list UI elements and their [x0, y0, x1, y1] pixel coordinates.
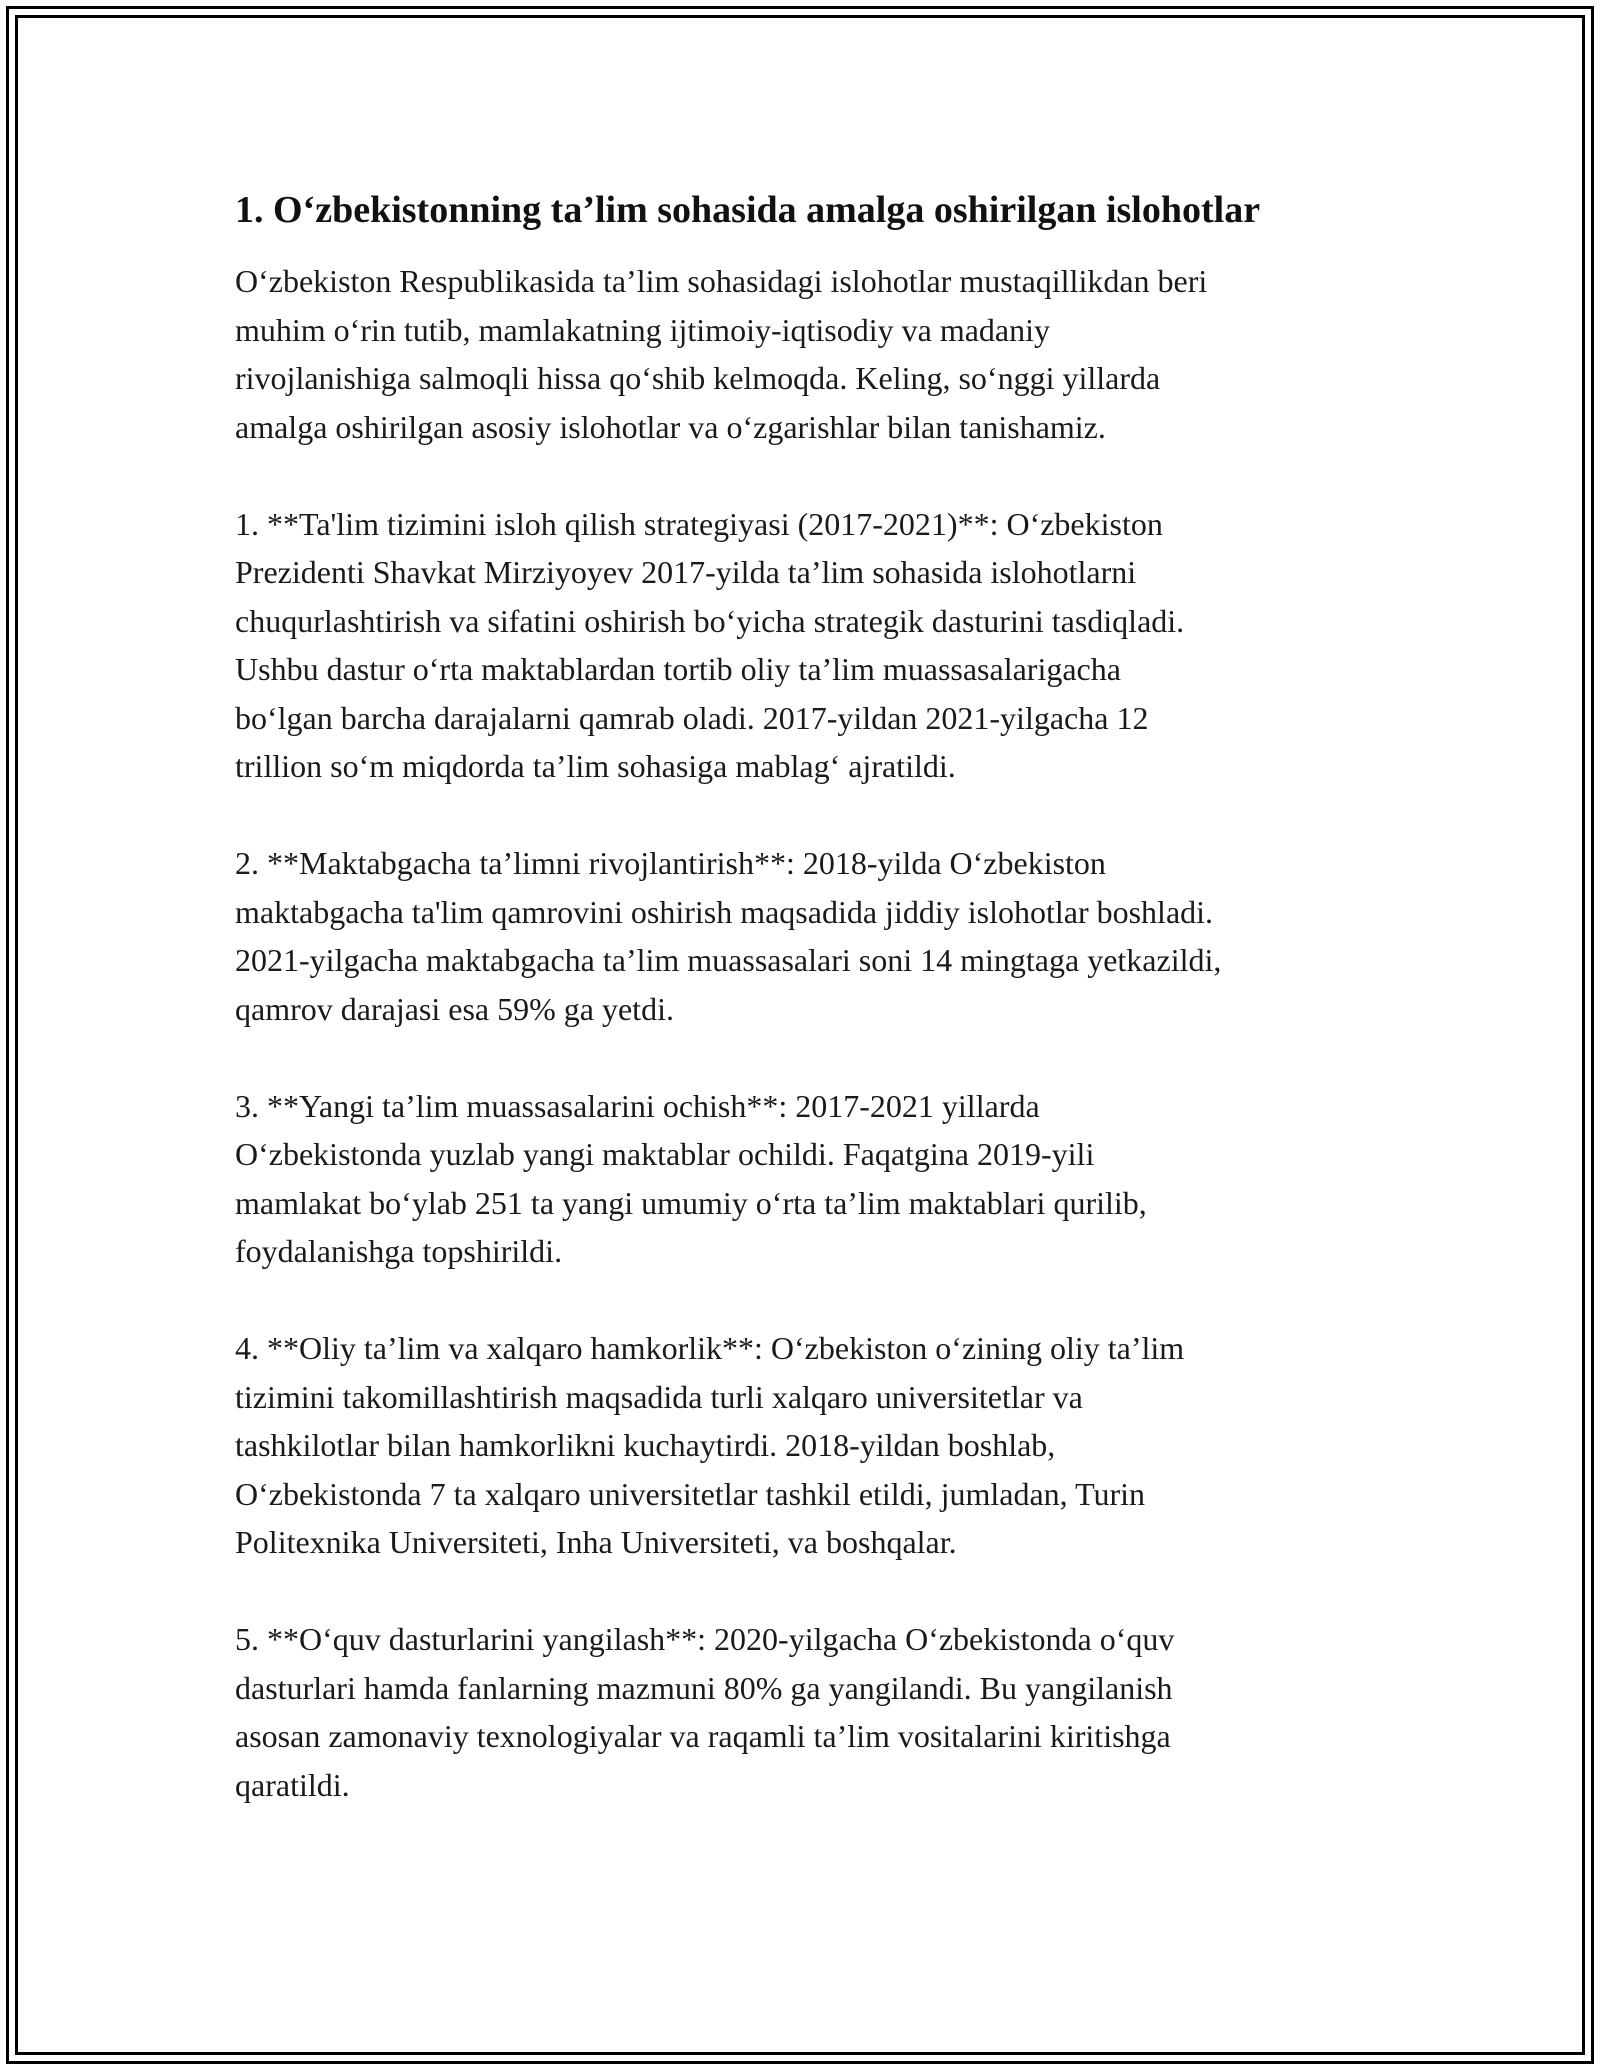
section-heading: 1. O‘zbekistonning ta’lim sohasida amalga oshirilgan islohotlar: [235, 189, 1261, 231]
document-body: [235, 185, 1385, 1858]
intro-paragraph: O‘zbekiston Respublikasida ta’lim sohasidagi islohotlar mustaqillikdan beri muhim o‘rin tutib, mamlakatning ijtimoiy-iqtisodiy va madaniy rivojlanishiga salmoqli hissa qo‘shib kelmoqda. Keling, so‘nggi yillarda amalga oshirilgan asosiy islohotlar va o‘zgarishlar bilan tanishamiz.: [235, 263, 1208, 445]
reform-item-5: 5. **O‘quv dasturlarini yangilash**: 2020-yilgacha O‘zbekistonda o‘quv dasturlari hamda fanlarning mazmuni 80% ga yangilandi. Bu yangilanish asosan zamonaviy texnologiyalar va raqamli ta’lim vositalarini kiritishga qaratildi.: [235, 1621, 1175, 1803]
reform-item-2: 2. **Maktabgacha ta’limni rivojlantirish**: 2018-yilda O‘zbekiston maktabgacha ta'lim qamrovini oshirish maqsadida jiddiy islohotlar boshladi. 2021-yilgacha maktabgacha ta’lim muassasalari soni 14 mingtaga yetkazildi, qamrov darajasi esa 59% ga yetdi.: [235, 845, 1222, 1027]
reform-item-3: 3. **Yangi ta’lim muassasalarini ochish**: 2017-2021 yillarda O‘zbekistonda yuzlab yangi maktablar ochildi. Faqatgina 2019-yili mamlakat bo‘ylab 251 ta yangi umumiy o‘rta ta’lim maktablari qurilib, foydalanishga topshirildi.: [235, 1087, 1147, 1269]
reform-item-4: 4. **Oliy ta’lim va xalqaro hamkorlik**: O‘zbekiston o‘zining oliy ta’lim tizimini takomillashtirish maqsadida turli xalqaro universitetlar va tashkilotlar bilan hamkorlikni kuchaytirdi. 2018-yildan boshlab, O‘zbekistonda 7 ta xalqaro universitetlar tashkil etildi, jumladan, Turin Politexnika Universiteti, Inha Universiteti, va boshqalar.: [235, 1330, 1185, 1560]
reform-item-1: 1. **Ta'lim tizimini isloh qilish strategiyasi (2017-2021)**: O‘zbekiston Prezidenti Shavkat Mirziyoyev 2017-yilda ta’lim sohasida islohotlarni chuqurlashtirish va sifatini oshirish bo‘yicha strategik dasturini tasdiqladi. Ushbu dastur o‘rta maktablardan tortib oliy ta’lim muassasalarigacha bo‘lgan barcha darajalarni qamrab oladi. 2017-yildan 2021-yilgacha 12 trillion so‘m miqdorda ta’lim sohasiga mablag‘ ajratildi.: [235, 505, 1185, 784]
